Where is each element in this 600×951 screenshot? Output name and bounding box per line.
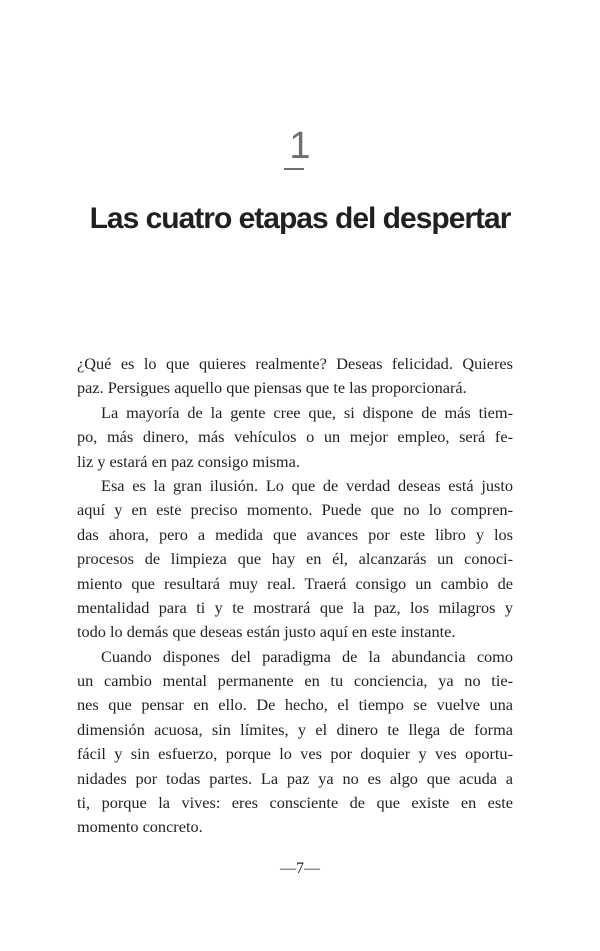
text-line: nidades por todas partes. La paz ya no es algo que acuda a: [77, 768, 513, 788]
text-line: momento concreto.: [77, 817, 203, 837]
text-line: La mayoría de la gente cree que, si dispone de más tiem-: [101, 402, 513, 422]
text-line: miento que resultará muy real. Traerá consigo un cambio de: [77, 573, 513, 593]
chapter-number-underline: [284, 168, 304, 170]
text-line: procesos de limpieza que hay en él, alcanzarás un conoci-: [77, 549, 513, 569]
text-line: Esa es la gran ilusión. Lo que de verdad deseas está justo: [101, 475, 513, 495]
text-line: ti, porque la vives: eres consciente de que existe en este: [77, 793, 513, 813]
text-line: liz y estará en paz consigo misma.: [77, 451, 300, 471]
text-line: dimensión acuosa, sin límites, y el dinero te llega de forma: [77, 719, 513, 739]
text-line: po, más dinero, más vehículos o un mejor empleo, será fe-: [77, 427, 513, 447]
text-line: aquí y en este preciso momento. Puede que no lo compren-: [77, 500, 513, 520]
body-text: [77, 352, 513, 840]
text-line: paz. Persigues aquello que piensas que te las proporcionará.: [77, 378, 467, 398]
text-line: ¿Qué es lo que quieres realmente? Deseas felicidad. Quieres: [77, 354, 513, 373]
text-line: mentalidad para ti y te mostrará que la paz, los milagros y: [77, 597, 513, 617]
chapter-number: 1: [289, 125, 311, 167]
text-line: un cambio mental permanente en tu conciencia, ya no tie-: [77, 671, 513, 691]
text-line: fácil y sin esfuerzo, porque lo ves por doquier y ves oportu-: [77, 744, 513, 764]
text-line: Cuando dispones del paradigma de la abundancia como: [101, 646, 513, 666]
text-line: nes que pensar en ello. De hecho, el tiempo se vuelve una: [77, 695, 513, 715]
text-line: das ahora, pero a medida que avances por este libro y los: [77, 524, 513, 544]
chapter-title: Las cuatro etapas del despertar: [89, 202, 511, 235]
text-line: todo lo demás que deseas están justo aquí en este instante.: [77, 622, 456, 642]
page-number: —7—: [280, 860, 320, 877]
